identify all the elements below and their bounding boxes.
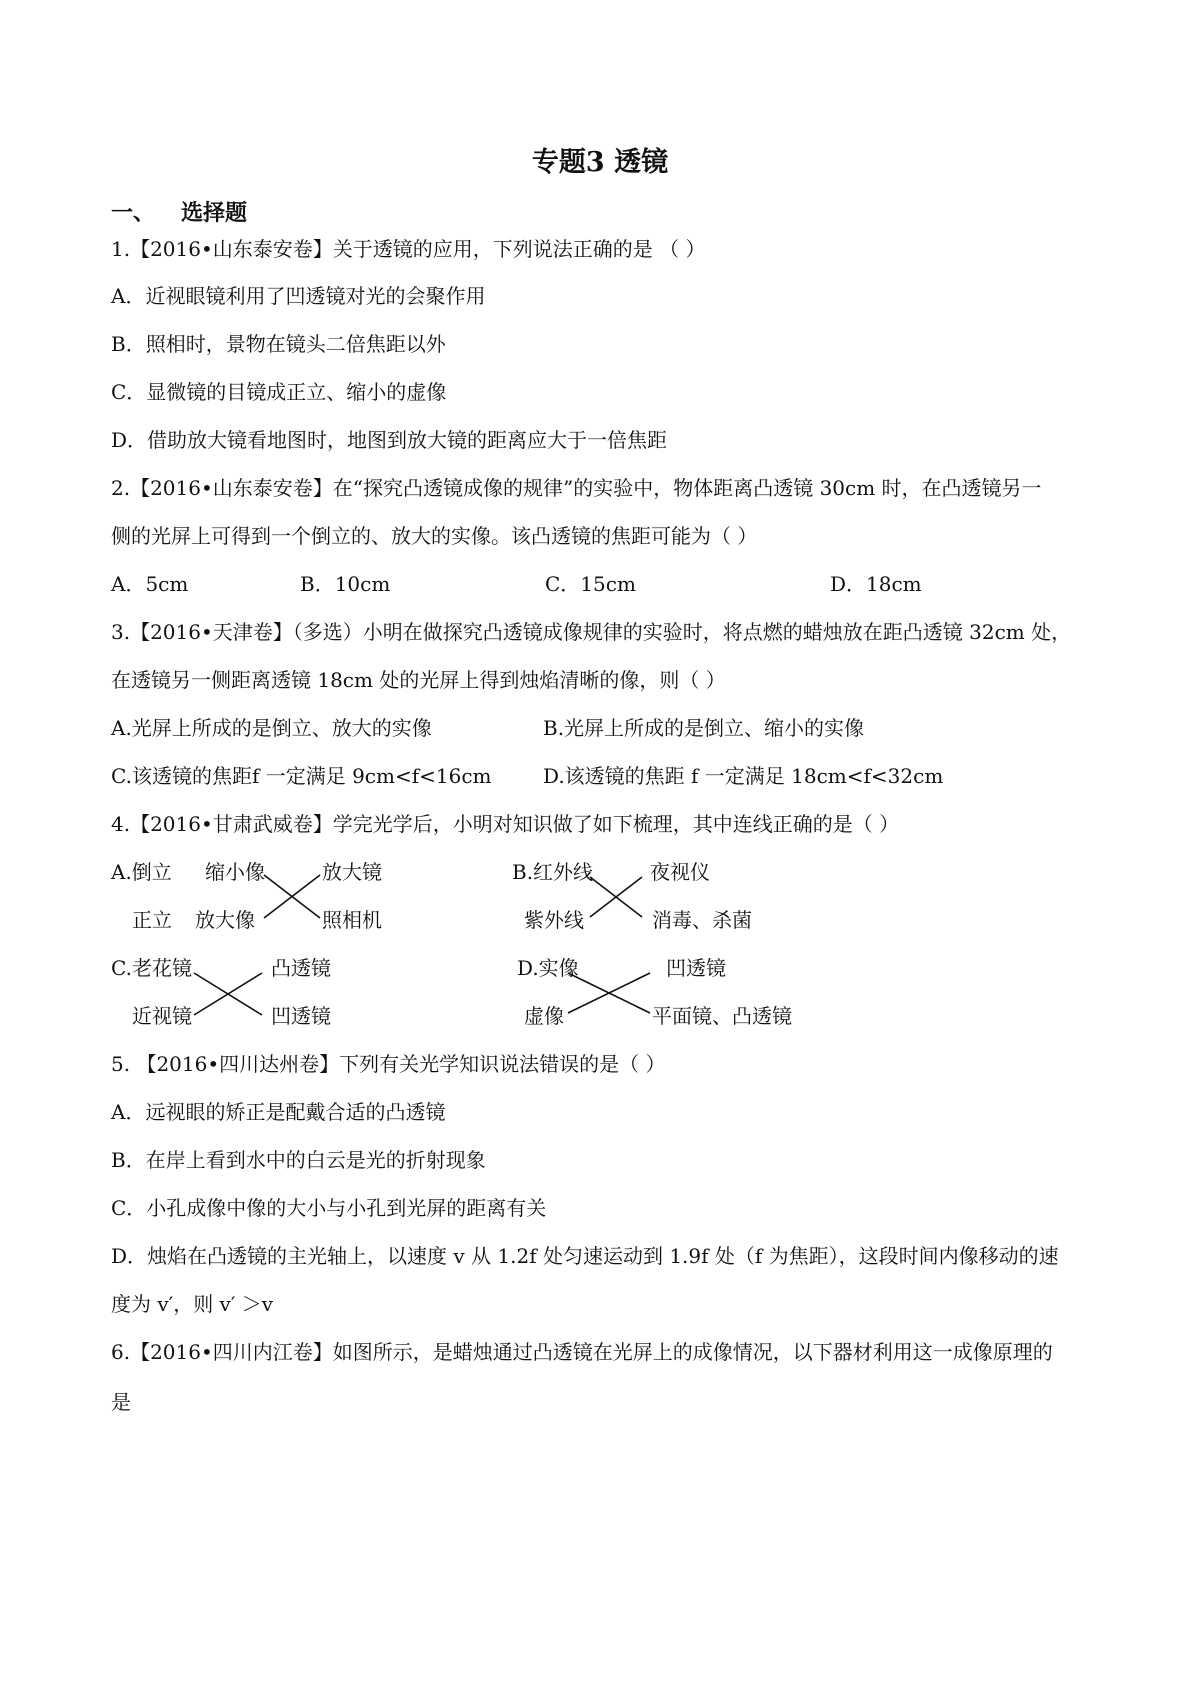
q4-a-crossing-lines (262, 872, 322, 922)
q4-b-left-1: B.红外线 (512, 860, 594, 884)
question-1-option-b: B．照相时，景物在镜头二倍焦距以外 (111, 332, 446, 356)
question-3-option-b: B.光屏上所成的是倒立、缩小的实像 (543, 716, 865, 740)
question-2-option-d: D．18cm (830, 572, 922, 596)
section-label: 选择题 (181, 200, 248, 226)
question-2-stem-line-2: 侧的光屏上可得到一个倒立的、放大的实像。该凸透镜的焦距可能为（ ） (111, 524, 758, 548)
question-4-stem: 4.【2016•甘肃武威卷】学完光学后，小明对知识做了如下梳理，其中连线正确的是（ ） (111, 812, 900, 836)
question-3-stem-line-2: 在透镜另一侧距离透镜 18cm 处的光屏上得到烛焰清晰的像，则（ ） (111, 668, 726, 692)
q4-a-left-2: 正立 (132, 908, 172, 932)
q4-a-middle-2: 放大像 (195, 908, 255, 932)
question-5-option-d-line-2: 度为 v′，则 v′ ＞v (111, 1292, 274, 1316)
question-2-option-b: B．10cm (300, 572, 391, 596)
q4-a-middle-1: 缩小像 (205, 860, 265, 884)
section-heading (111, 198, 247, 228)
question-3-option-d: D.该透镜的焦距 f 一定满足 18cm<f<32cm (543, 764, 944, 788)
q4-c-left-2: 近视镜 (132, 1004, 192, 1028)
section-number: 一、 (111, 200, 156, 226)
page-title: 专题3 透镜 (531, 147, 669, 178)
question-1-stem: 1.【2016•山东泰安卷】关于透镜的应用，下列说法正确的是 （ ） (111, 237, 706, 261)
q4-b-right-2: 消毒、杀菌 (652, 908, 752, 932)
q4-b-crossing-lines (588, 874, 644, 920)
question-2-option-c: C．15cm (545, 572, 636, 596)
q4-b-right-1: 夜视仪 (650, 860, 710, 884)
question-1-option-c: C．显微镜的目镜成正立、缩小的虚像 (111, 380, 447, 404)
question-5-option-c: C．小孔成像中像的大小与小孔到光屏的距离有关 (111, 1196, 547, 1220)
question-6-stem-line-1: 6.【2016•四川内江卷】如图所示，是蜡烛通过凸透镜在光屏上的成像情况，以下器材利用这一成像原理的 (111, 1340, 1053, 1364)
question-5-option-d-line-1: D．烛焰在凸透镜的主光轴上，以速度 v 从 1.2f 处匀速运动到 1.9f 处（f 为焦距），这段时间内像移动的速 (111, 1244, 1059, 1268)
question-1-option-d: D．借助放大镜看地图时，地图到放大镜的距离应大于一倍焦距 (111, 428, 668, 452)
q4-c-crossing-lines (192, 970, 264, 1018)
q4-c-left-1: C.老花镜 (111, 956, 192, 980)
question-3-option-c: C.该透镜的焦距f 一定满足 9cm<f<16cm (111, 764, 492, 788)
question-1-option-a: A．近视眼镜利用了凹透镜对光的会聚作用 (111, 284, 486, 308)
question-5-option-b: B．在岸上看到水中的白云是光的折射现象 (111, 1148, 486, 1172)
q4-a-left-1: A.倒立 (111, 860, 172, 884)
q4-d-right-1: 凹透镜 (666, 956, 726, 980)
q4-c-right-2: 凹透镜 (271, 1004, 331, 1028)
q4-d-crossing-lines (566, 970, 652, 1016)
q4-d-right-2: 平面镜、凸透镜 (652, 1004, 792, 1028)
question-2-stem-line-1: 2.【2016•山东泰安卷】在“探究凸透镜成像的规律”的实验中，物体距离凸透镜 30cm 时，在凸透镜另一 (111, 476, 1042, 500)
q4-b-left-2: 紫外线 (524, 908, 584, 932)
question-6-stem-line-2: 是 (111, 1390, 131, 1414)
question-5-stem: 5. 【2016•四川达州卷】下列有关光学知识说法错误的是（ ） (111, 1052, 666, 1076)
q4-d-left-1: D.实像 (517, 956, 579, 980)
q4-a-right-2: 照相机 (322, 908, 382, 932)
q4-d-left-2: 虚像 (524, 1004, 564, 1028)
question-5-option-a: A．远视眼的矫正是配戴合适的凸透镜 (111, 1100, 446, 1124)
q4-c-right-1: 凸透镜 (271, 956, 331, 980)
question-2-option-a: A．5cm (111, 572, 189, 596)
q4-a-right-1: 放大镜 (322, 860, 382, 884)
question-3-stem-line-1: 3.【2016•天津卷】（多选）小明在做探究凸透镜成像规律的实验时，将点燃的蜡烛放在距凸透镜 32cm 处， (111, 620, 1072, 644)
question-3-option-a: A.光屏上所成的是倒立、放大的实像 (111, 716, 432, 740)
